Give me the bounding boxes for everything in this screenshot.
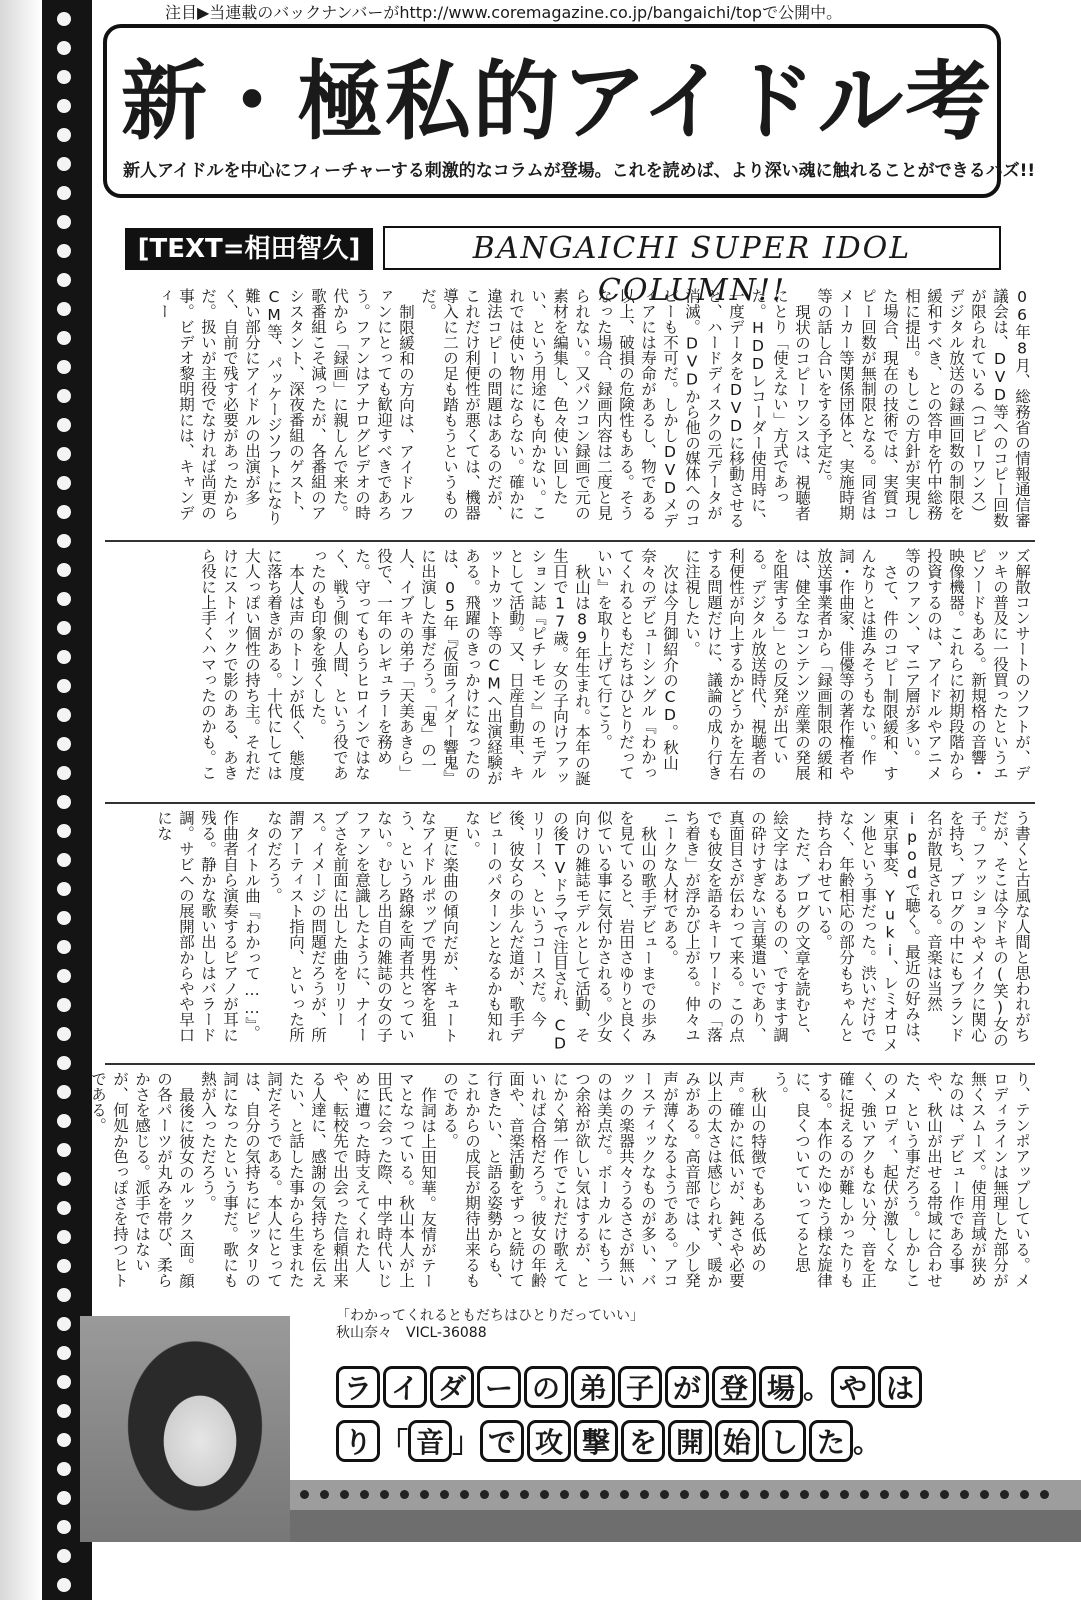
article-band-3 xyxy=(108,810,1033,1055)
band-divider xyxy=(105,540,1035,542)
footer-dot xyxy=(840,1490,849,1499)
footer-dot xyxy=(760,1490,769,1499)
footer-dot xyxy=(380,1490,389,1499)
film-hole xyxy=(57,41,71,55)
film-hole xyxy=(57,128,71,142)
paragraph: 作詞は上田知華。友情がテーマとなっている。秋山本人が上田氏に会った際、中学時代いじめに遭った時支えてくれた人や、転校先で出会った信頼出来る人達に、感謝の気持ちを伝えたい、と話した事から生まれた詞だそうである。本人にとっては、自分の気持ちにピッタリの詞になったという事だ。歌にも熱が入っただろう。 xyxy=(199,1071,437,1288)
band-divider xyxy=(105,1063,1035,1065)
film-hole xyxy=(57,766,71,780)
film-hole xyxy=(57,534,71,548)
headline-char: り xyxy=(336,1420,380,1462)
film-hole xyxy=(57,1056,71,1070)
film-hole xyxy=(57,1491,71,1505)
headline-char: し xyxy=(762,1420,806,1462)
film-hole xyxy=(57,1085,71,1099)
paragraph: う書くと古風な人間と思われがちだが、そこは今ドキの(笑)女の子。ファッションやメイクに関心を持ち、ブログの中にもブランド名が散見される。音楽は当然ipodで聴く。最近の好みは、東京事変、Yuki、レミオロメン他という事だった。渋いだけでなく、年齢相応の部分もちゃんと持ち合わせている。 xyxy=(815,810,1031,1053)
column-tagline: BANGAICHI SUPER IDOL COLUMN!! xyxy=(383,226,1001,270)
film-hole xyxy=(57,650,71,664)
headline-char: ダ xyxy=(430,1366,474,1408)
film-hole xyxy=(57,998,71,1012)
paragraph: 次は今月御紹介のCD。秋山奈々のデビューシングル『わかってくれるともだちはひとりだっていい』を取り上げて行こう。 xyxy=(595,548,679,781)
article-band-1 xyxy=(108,288,1033,533)
footer-stripe xyxy=(290,1510,1081,1542)
headline-char: で xyxy=(480,1420,524,1462)
paragraph: 秋山は89年生まれ。本年の誕生日で17歳。女の子向けファッション誌『ピチレモン』のモデルとして活動。又、日産自動車、キットカット等のCMへ出演経験がある。飛躍のきっかけになったのは、05年『仮面ライダー響鬼』に出演した事だろう。「鬼」の一人、イブキの弟子「天美あきら」役で、一年のレギュラーを務めた。守ってもらうヒロインではなく、戦う側の人間、という役であったのも印象を強くした。 xyxy=(309,548,591,786)
headline-char: 場 xyxy=(759,1366,803,1408)
paragraph: 本人は声のトーンが低く、態度に落ち着きがある。十代にしては大人っぽい個性の持ち主。それだけにストイックで影のある、あきら役に上手くハマったのかも。こ xyxy=(199,548,305,781)
footer-dot xyxy=(500,1490,509,1499)
film-hole xyxy=(57,1404,71,1418)
headline-char: 攻 xyxy=(527,1420,571,1462)
footer-dot xyxy=(1020,1490,1029,1499)
film-hole xyxy=(57,157,71,171)
footer-dot xyxy=(980,1490,989,1499)
column-subtitle: 新人アイドルを中心にフィーチャーする刺激的なコラムが登場。これを読めば、より深い魂に触れることができるハズ!! xyxy=(123,161,1036,181)
headline-char: 始 xyxy=(715,1420,759,1462)
footer-dot xyxy=(460,1490,469,1499)
footer-dot xyxy=(960,1490,969,1499)
footer-dot xyxy=(480,1490,489,1499)
film-hole xyxy=(57,1549,71,1563)
article-band-4 xyxy=(89,1071,1033,1303)
cd-caption xyxy=(336,1308,644,1342)
headline-char: 「 xyxy=(380,1426,409,1459)
film-hole xyxy=(57,186,71,200)
footer-dot xyxy=(420,1490,429,1499)
film-hole xyxy=(57,1027,71,1041)
footer-dot xyxy=(600,1490,609,1499)
headline-char: 弟 xyxy=(571,1366,615,1408)
film-hole xyxy=(57,273,71,287)
paragraph: 現状のコピーワンスは、視聴者にとり「使えない」方式であった。HDDレコーダー使用時に、一度データをDVDに移動させると、ハードディスクの元データが消滅。DVDから他の媒体へのコピーも不可だ。しかしDVDメディアには寿命があるし、物である以上、破損の危険性もある。そうなった場合、録画内容は二度と見られない。又パソコン録画で元の素材を編集し、色々使い回したい、という用途にも向かない。これでは使い物にならない。確かに違法コピーの問題はあるのだが、これだけ利便性が悪くては、機器導入に二の足も踏もうというものだ。 xyxy=(419,288,811,528)
footer-dot xyxy=(820,1490,829,1499)
headline-char: 開 xyxy=(668,1420,712,1462)
headline-char: 登 xyxy=(712,1366,756,1408)
film-hole xyxy=(57,1288,71,1302)
footer-dot xyxy=(640,1490,649,1499)
headline-char: イ xyxy=(383,1366,427,1408)
film-hole xyxy=(57,331,71,345)
film-hole xyxy=(57,1433,71,1447)
paragraph: 最後に彼女のルックス面。顔の各パーツが丸みを帯び、柔らかさを感じる。派手ではないが、何処か色っぽさを持つヒトである。 xyxy=(89,1071,195,1288)
headline-char: た xyxy=(809,1420,853,1462)
footer-dot xyxy=(860,1490,869,1499)
paragraph: り、テンポアップしている。メロディラインは無理した部分が無くスムーズ。使用音域が狭めなのは、デビュー作である事や、秋山が出せる帯域に合わせた、という事だろう。しかしこのメロディ、起伏が激しくなく、強いアクもない分、音を正確に捉えるのが難しかったりもする。本作のたゆたう様な旋律に、良くついていってると思う。 xyxy=(771,1071,1031,1288)
film-hole xyxy=(57,1259,71,1273)
headline-line-1 xyxy=(336,1366,1056,1408)
footer-dot xyxy=(620,1490,629,1499)
footer-dot xyxy=(680,1490,689,1499)
headline-char: 撃 xyxy=(574,1420,618,1462)
footer-dot xyxy=(300,1490,309,1499)
footer-dot xyxy=(660,1490,669,1499)
column-header xyxy=(103,24,1036,198)
film-hole xyxy=(57,1230,71,1244)
paragraph: ただ、ブログの文章を読むと、絵文字はあるものの、ですます調の砕けすぎない言葉遣いであり、真面目さが伝わって来る。この点でも彼女を語るキーワードの「落ち着き」が浮かび上がる。仲々ユニークな人材である。 xyxy=(661,810,811,1043)
film-hole xyxy=(57,679,71,693)
cd-artist-catalog: 秋山奈々 VICL-36088 xyxy=(336,1325,487,1341)
headline-char: ラ xyxy=(336,1366,380,1408)
footer-dot xyxy=(360,1490,369,1499)
film-hole xyxy=(57,621,71,635)
band-divider xyxy=(105,802,1035,804)
film-hole xyxy=(57,1375,71,1389)
footer-dot xyxy=(340,1490,349,1499)
film-hole xyxy=(57,1317,71,1331)
film-hole xyxy=(57,360,71,374)
film-hole xyxy=(57,70,71,84)
paragraph: 06年8月、総務省の情報通信審議会は、DVD等へのコピー回数が限られている（コピーワンス）デジタル放送の録画回数の制限を緩和すべき、との答申を竹中総務相に提出。もしこの方針が実現した場合、現在の技術では、実質コピー回数が無制限となる。同省はメーカー等関係団体と、実施時期等の話し合いをする予定だ。 xyxy=(815,288,1031,528)
footer-dot xyxy=(880,1490,889,1499)
film-hole xyxy=(57,737,71,751)
film-hole xyxy=(57,447,71,461)
film-hole xyxy=(57,592,71,606)
headline-line-2 xyxy=(336,1420,1056,1462)
page-spine xyxy=(0,0,42,1600)
film-hole xyxy=(57,1578,71,1592)
footer-dot xyxy=(320,1490,329,1499)
footer-dot xyxy=(720,1490,729,1499)
article-band-2 xyxy=(108,548,1033,793)
paragraph: 更に楽曲の傾向だが、キュートなアイドルポップで男性客を狙う、という路線を両者共とっていない。むしろ出自の雑誌の女の子ファンを意識したように、ナイーブさを前面に出した曲をリリース。イメージの問題だろうが、所謂アーティスト指向、といった所なのだろう。 xyxy=(265,810,459,1043)
headline-char: 音 xyxy=(408,1420,452,1462)
film-hole xyxy=(57,505,71,519)
film-hole xyxy=(57,563,71,577)
footer-dot xyxy=(920,1490,929,1499)
paragraph: ズ解散コンサートのソフトが、デッキの普及に一役買ったというエピソードもある。新規格の音響・映像機器。これらに初期段階から投資するのは、アイドルやアニメ等のファン、マニア層が多い。 xyxy=(903,548,1031,781)
column-title: 新・極私的アイドル考 xyxy=(121,52,994,152)
footer-dot xyxy=(740,1490,749,1499)
headline-char: の xyxy=(524,1366,568,1408)
film-hole xyxy=(57,1520,71,1534)
paragraph: タイトル曲『わかって……』。作曲者自ら演奏するピアノが耳に残る。静かな歌い出しはバラード調。サビへの展開部からやや早口にな xyxy=(155,810,261,1043)
film-hole xyxy=(57,969,71,983)
film-hole xyxy=(57,418,71,432)
film-hole xyxy=(57,1346,71,1360)
headline-char: 。 xyxy=(853,1426,882,1459)
footer-dot xyxy=(560,1490,569,1499)
film-hole xyxy=(57,99,71,113)
film-hole xyxy=(57,476,71,490)
headline-char: 。 xyxy=(803,1372,832,1405)
film-hole xyxy=(57,824,71,838)
film-hole xyxy=(57,389,71,403)
footer-dot xyxy=(400,1490,409,1499)
paragraph: さて、件のコピー制限緩和、すんなりとは進みそうもない。作詞・作曲家、俳優等の著作権者や放送事業者から「録画制限の緩和は、健全なコンテンツ産業の発展を阻害する」との反発が出ている。デジタル放送時代、視聴者の利便性が向上するかどうかを左右する問題だけに、議論の成り行きに注視したい。 xyxy=(683,548,899,781)
film-hole xyxy=(57,1201,71,1215)
author-credit: [TEXT=相田智久] xyxy=(125,228,373,270)
footer-dot-row xyxy=(300,1490,1049,1499)
backnumber-notice: 注目▶当連載のバックナンバーがhttp://www.coremagazine.co.jp/bangaichi/topで公開中。 xyxy=(165,3,843,22)
headline-char: や xyxy=(831,1366,875,1408)
film-hole xyxy=(57,12,71,26)
film-hole xyxy=(57,882,71,896)
decorative-footer-band xyxy=(290,1480,1081,1542)
film-hole xyxy=(57,708,71,722)
film-hole xyxy=(57,795,71,809)
headline-char: ー xyxy=(477,1366,521,1408)
paragraph: 制限緩和の方向は、アイドルファンにとっても歓迎すべきであろう。ファンはアナログビデオの時代から「録画」に親しんで来た。歌番組こそ減ったが、各番組のアシスタント、深夜番組のゲスト、CM等、パッケージソフトになり難い部分にアイドルの出演が多く、自前で残す必要があったからだ。扱いが主役でなければ尚更の事。ビデオ黎明期には、キャンディー xyxy=(155,288,415,526)
footer-dot xyxy=(540,1490,549,1499)
film-hole xyxy=(57,302,71,316)
film-hole xyxy=(57,940,71,954)
film-hole xyxy=(57,244,71,258)
footer-dot xyxy=(1000,1490,1009,1499)
headline-char: は xyxy=(878,1366,922,1408)
footer-dot xyxy=(440,1490,449,1499)
film-hole xyxy=(57,1143,71,1157)
film-hole xyxy=(57,1114,71,1128)
footer-dot xyxy=(700,1490,709,1499)
film-hole xyxy=(57,1172,71,1186)
footer-dot xyxy=(780,1490,789,1499)
footer-dot xyxy=(520,1490,529,1499)
cd-title: 「わかってくれるともだちはひとりだっていい」 xyxy=(336,1308,644,1324)
footer-dot xyxy=(940,1490,949,1499)
headline-char: を xyxy=(621,1420,665,1462)
footer-dot xyxy=(800,1490,809,1499)
artist-photo xyxy=(80,1316,290,1542)
headline-char: 」 xyxy=(452,1426,481,1459)
headline-char: 子 xyxy=(618,1366,662,1408)
footer-dot xyxy=(1040,1490,1049,1499)
paragraph: 秋山の特徴でもある低めの声。確かに低いが、鈍さや必要以上の太さは感じられず、暖かみがある。高音部では、少し発声が薄くなるようである。アコースティックなものが多い、バックの楽器共々うるささが無いのは美点だ。ボーカルにもう一つ余裕が欲しい気はするが、とにかく第一作でこれだけ歌えていれば合格だろう。彼女の年齢面や、音楽活動をずっと続けて行きたい、と語る姿勢からも、これからの成長が期待出来るものである。 xyxy=(441,1071,767,1288)
footer-dot xyxy=(900,1490,909,1499)
film-hole xyxy=(57,215,71,229)
film-hole xyxy=(57,911,71,925)
film-hole xyxy=(57,853,71,867)
headline-char: が xyxy=(665,1366,709,1408)
film-hole xyxy=(57,1462,71,1476)
paragraph: 秋山の歌手デビューまでの歩みを見ていると、岩田さゆりと良く似ている事に気付かされる。少女向けの雑誌モデルとして活動、その後TVドラマで注目され、CDリリース、というコースだ。今後、彼女らの歩んだ道が、歌手デビューのパターンとなるかも知れない。 xyxy=(463,810,657,1053)
footer-dot xyxy=(580,1490,589,1499)
